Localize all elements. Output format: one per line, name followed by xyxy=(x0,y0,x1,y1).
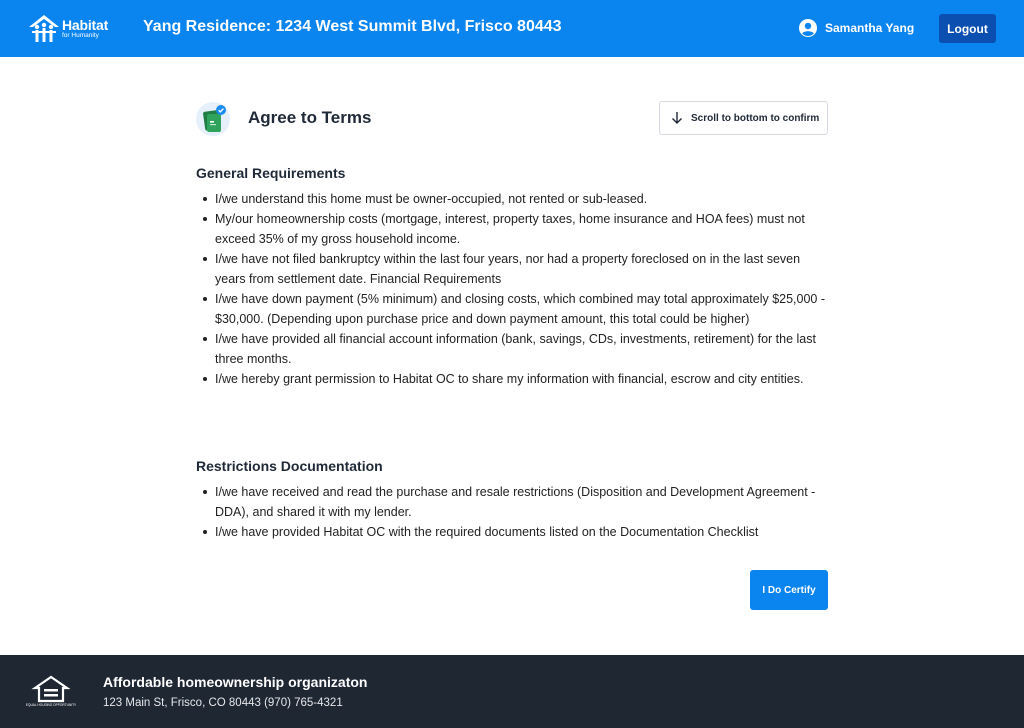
scroll-button-label: Scroll to bottom to confirm xyxy=(691,112,820,124)
restrictions-list xyxy=(215,482,830,542)
list-item: I/we have provided Habitat OC with the required documents listed on the Documentation Checklist xyxy=(215,522,830,542)
restrictions-documentation-heading: Restrictions Documentation xyxy=(196,458,383,474)
user-avatar-icon xyxy=(799,19,817,37)
user-profile[interactable] xyxy=(799,19,914,37)
logout-button[interactable]: Logout xyxy=(939,14,996,43)
list-item: I/we have down payment (5% minimum) and closing costs, which combined may total approximately $25,000 - $30,000. (Depending upon purchase price and down payment amount, this total could be higher) xyxy=(215,289,830,329)
top-nav-bar xyxy=(0,0,1024,57)
list-item: My/our homeownership costs (mortgage, interest, property taxes, home insurance and HOA fees) must not exceed 35% of my gross household income. xyxy=(215,209,830,249)
general-requirements-list xyxy=(215,189,830,389)
residence-title: Yang Residence: 1234 West Summit Blvd, Frisco 80443 xyxy=(143,18,562,35)
certify-button[interactable]: I Do Certify xyxy=(750,570,828,610)
page-title: Agree to Terms xyxy=(248,108,372,127)
habitat-house-people-icon xyxy=(28,14,60,44)
equal-housing-opportunity-icon xyxy=(25,675,77,711)
organization-name: Affordable homeownership organizaton xyxy=(103,674,368,690)
list-item: I/we have provided all financial account information (bank, savings, CDs, investments, retirement) for the last three months. xyxy=(215,329,830,369)
arrow-down-icon xyxy=(671,111,683,125)
logo-wordmark: Habitat xyxy=(62,17,109,34)
footer xyxy=(0,655,1024,728)
general-requirements-heading: General Requirements xyxy=(196,165,346,181)
scroll-to-bottom-button[interactable] xyxy=(659,101,828,135)
list-item: I/we hereby grant permission to Habitat OC to share my information with financial, escrow and city entities. xyxy=(215,369,830,389)
logo-tagline: for Humanity xyxy=(62,32,99,40)
habitat-logo[interactable] xyxy=(28,13,118,45)
organization-address: 123 Main St, Frisco, CO 80443 (970) 765-4321 xyxy=(103,697,343,709)
terms-document-icon xyxy=(196,102,230,136)
eho-caption: EQUAL HOUSING OPPORTUNITY xyxy=(25,703,77,707)
list-item: I/we have not filed bankruptcy within the last four years, nor had a property foreclosed on in the last seven years from settlement date. Financial Requirements xyxy=(215,249,830,289)
list-item: I/we understand this home must be owner-occupied, not rented or sub-leased. xyxy=(215,189,830,209)
list-item: I/we have received and read the purchase and resale restrictions (Disposition and Development Agreement - DDA), and shared it with my lender. xyxy=(215,482,830,522)
user-name: Samantha Yang xyxy=(825,21,915,35)
